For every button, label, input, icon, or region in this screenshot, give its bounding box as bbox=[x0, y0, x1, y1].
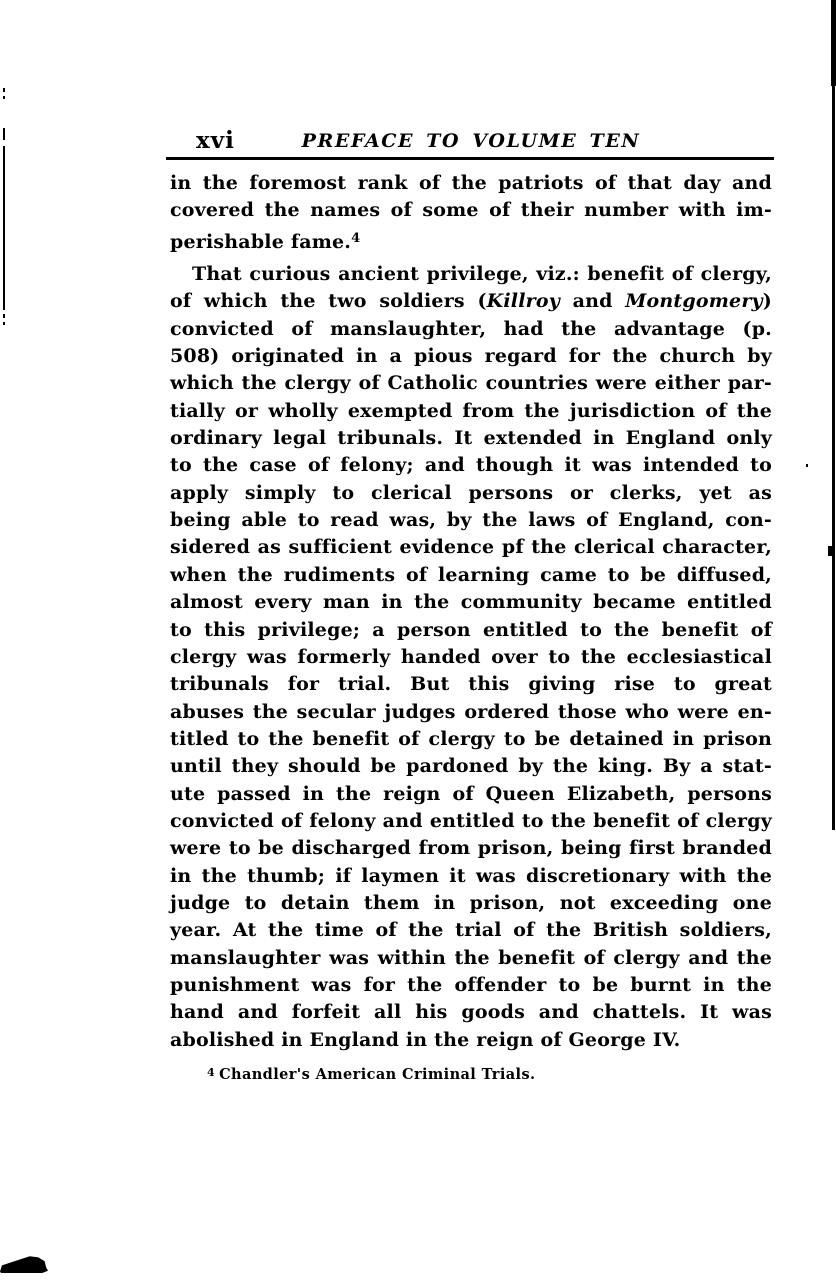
text-segment: convicted of manslaughter, had the advantage (p. bbox=[170, 317, 772, 340]
text-line bbox=[170, 480, 772, 507]
text-segment: in the foremost rank of the patriots of that day and bbox=[170, 172, 772, 194]
page-number: xvi bbox=[196, 127, 235, 154]
text-line bbox=[170, 225, 772, 252]
scan-artifact-right-line bbox=[832, 86, 835, 830]
text-segment: to the case of felony; and though it was intended to bbox=[170, 454, 772, 477]
text-segment: punishment was for the offender to be burnt in the bbox=[170, 973, 772, 996]
text-line bbox=[170, 261, 772, 288]
text-segment: ute passed in the reign of Queen Elizabeth, persons bbox=[170, 782, 772, 805]
text-line bbox=[170, 726, 772, 753]
running-head-title: PREFACE TO VOLUME TEN bbox=[301, 130, 641, 152]
italic-name: Montgomery bbox=[625, 290, 763, 313]
header-rule bbox=[166, 157, 774, 160]
text-segment: sidered as sufficient evidence pf the clerical character, bbox=[170, 536, 772, 559]
text-segment: tribunals for trial. But this giving rise to great bbox=[170, 673, 772, 696]
text-line bbox=[170, 562, 772, 589]
text-segment: of which the two soldiers ( bbox=[170, 290, 487, 313]
text-line bbox=[170, 507, 772, 534]
scan-artifact-left-dot bbox=[3, 88, 5, 92]
body-text bbox=[170, 170, 772, 1054]
scan-artifact-right-edge bbox=[831, 0, 836, 86]
paragraph bbox=[170, 170, 772, 252]
footnote-text: Chandler's American Criminal Trials. bbox=[219, 1066, 536, 1083]
text-line bbox=[170, 945, 772, 972]
text-segment: clergy was formerly handed over to the ecclesiastical bbox=[170, 645, 772, 668]
text-line bbox=[170, 890, 772, 917]
text-line bbox=[170, 589, 772, 616]
text-line bbox=[170, 425, 772, 452]
text-segment: year. At the time of the trial of the British soldiers, bbox=[170, 919, 772, 942]
text-segment: perishable fame. bbox=[170, 230, 352, 253]
text-segment: when the rudiments of learning came to be diffused, bbox=[170, 563, 772, 586]
text-segment: 508) originated in a pious regard for the church by bbox=[170, 345, 772, 368]
text-line bbox=[170, 170, 772, 197]
text-line bbox=[170, 999, 772, 1026]
scan-artifact-ink-blob bbox=[0, 1254, 48, 1273]
scan-artifact-left-line bbox=[3, 146, 5, 310]
scan-artifact-right-dot bbox=[806, 464, 808, 467]
italic-name: Killroy bbox=[486, 290, 560, 313]
footnote-marker: 4 bbox=[207, 1066, 216, 1079]
text-segment: abuses the secular judges ordered those who were en- bbox=[170, 700, 772, 723]
text-line bbox=[170, 781, 772, 808]
footnote-reference: 4 bbox=[351, 230, 361, 246]
scan-artifact-right-notch bbox=[828, 546, 833, 556]
text-line bbox=[170, 1027, 772, 1054]
text-line bbox=[170, 644, 772, 671]
text-segment: and bbox=[559, 290, 626, 313]
text-segment: hand and forfeit all his goods and chattels. It was bbox=[170, 1001, 772, 1024]
text-line bbox=[170, 343, 772, 370]
text-segment: convicted of felony and entitled to the benefit of clergy bbox=[170, 809, 772, 832]
text-line bbox=[170, 617, 772, 644]
text-line bbox=[170, 808, 772, 835]
text-segment: abolished in England in the reign of George IV. bbox=[170, 1028, 681, 1051]
text-segment: manslaughter was within the benefit of clergy and the bbox=[170, 946, 772, 969]
text-segment: That curious ancient privilege, viz.: benefit of clergy, bbox=[192, 263, 772, 286]
text-segment: which the clergy of Catholic countries were either par- bbox=[170, 372, 772, 395]
text-segment: in the thumb; if laymen it was discretionary with the bbox=[170, 864, 772, 887]
text-line bbox=[170, 972, 772, 999]
text-segment: until they should be pardoned by the king. By a stat- bbox=[170, 755, 772, 778]
text-line bbox=[170, 370, 772, 397]
text-segment: almost every man in the community became entitled bbox=[170, 591, 772, 614]
text-line bbox=[170, 398, 772, 425]
text-segment: were to be discharged from prison, being first branded bbox=[170, 837, 772, 860]
scan-artifact-left-dot bbox=[3, 96, 5, 99]
paragraph bbox=[170, 261, 772, 1054]
text-segment: to this privilege; a person entitled to the benefit of bbox=[170, 618, 772, 641]
text-line bbox=[170, 452, 772, 479]
text-segment: judge to detain them in prison, not exceeding one bbox=[170, 891, 772, 914]
footnote bbox=[207, 1066, 767, 1083]
scan-artifact-left-dot bbox=[3, 322, 5, 325]
text-line bbox=[170, 316, 772, 343]
text-segment: ) bbox=[762, 290, 772, 313]
text-segment: titled to the benefit of clergy to be detained in prison bbox=[170, 727, 772, 750]
text-line bbox=[170, 534, 772, 561]
text-line bbox=[170, 753, 772, 780]
text-line bbox=[170, 671, 772, 698]
text-segment: being able to read was, by the laws of England, con- bbox=[170, 509, 772, 532]
text-segment: covered the names of some of their number with im- bbox=[170, 199, 772, 222]
scan-artifact-left-dot bbox=[3, 314, 5, 318]
text-line bbox=[170, 917, 772, 944]
text-segment: tially or wholly exempted from the jurisdiction of the bbox=[170, 399, 772, 422]
scan-artifact-left-dash bbox=[3, 128, 5, 140]
text-line bbox=[170, 863, 772, 890]
text-line bbox=[170, 197, 772, 224]
text-segment: apply simply to clerical persons or clerks, yet as bbox=[170, 481, 772, 504]
text-line bbox=[170, 699, 772, 726]
text-line bbox=[170, 288, 772, 315]
text-segment: ordinary legal tribunals. It extended in England only bbox=[170, 427, 772, 450]
text-line bbox=[170, 835, 772, 862]
